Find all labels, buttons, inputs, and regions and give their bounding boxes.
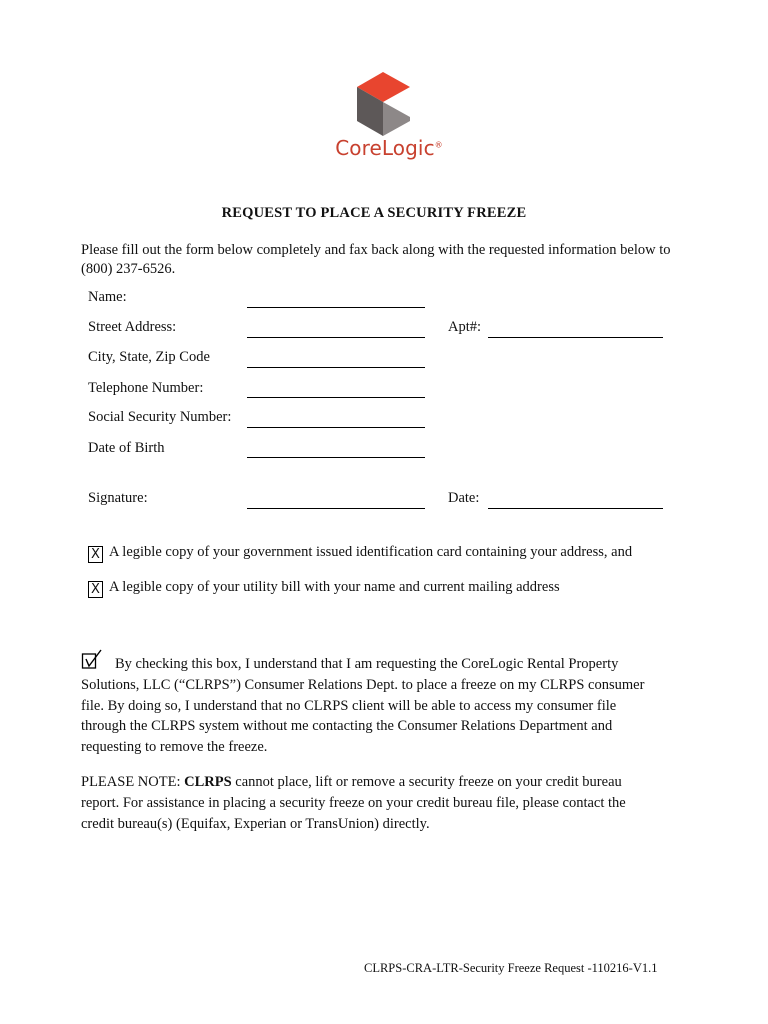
city-state-zip-label: City, State, Zip Code (88, 349, 210, 365)
document-id-footer: CLRPS-CRA-LTR-Security Freeze Request -110216-V1.1 (364, 961, 658, 975)
checklist-item-id-card-label: A legible copy of your government issued identification card containing your address, and (109, 544, 633, 560)
name-label: Name: (88, 289, 127, 305)
checklist-item-id-card (88, 544, 632, 563)
corelogic-mark-icon (357, 72, 421, 136)
telephone-label: Telephone Number: (88, 380, 204, 396)
street-address-label: Street Address: (88, 319, 177, 335)
checkbox-id-card[interactable]: X (88, 546, 103, 563)
date-label: Date: (448, 490, 480, 506)
dob-field[interactable] (247, 457, 425, 458)
page-title: REQUEST TO PLACE A SECURITY FREEZE (221, 205, 527, 221)
checklist-item-utility-bill-label: A legible copy of your utility bill with your name and current mailing address (109, 579, 560, 595)
name-field[interactable] (247, 307, 425, 308)
date-field[interactable] (488, 508, 663, 509)
apt-label: Apt#: (448, 319, 482, 335)
please-note-text: PLEASE NOTE: CLRPS cannot place, lift or remove a security freeze on your credit bureau report. For assistance in placing a security freeze on your credit bureau file, please contact the credit bureau(s) (Equifax, Experian or TransUnion) directly. (81, 774, 626, 832)
dob-label: Date of Birth (88, 440, 165, 456)
signature-label: Signature: (88, 490, 148, 506)
city-state-zip-field[interactable] (247, 367, 425, 368)
consent-text: By checking this box, I understand that I am requesting the CoreLogic Rental Property Solutions, LLC (“CLRPS”) Consumer Relations Dept. to place a freeze on my CLRPS consumer file. By doing so, I understand that no CLRPS client will be able to access my consumer file through the CLRPS system without me contacting the Consumer Relations Department and requesting to remove the freeze. (81, 656, 645, 756)
street-address-field[interactable] (247, 337, 425, 338)
telephone-field[interactable] (247, 397, 425, 398)
checklist-item-utility-bill (88, 579, 560, 598)
apt-field[interactable] (488, 337, 663, 338)
corelogic-logo (330, 70, 450, 170)
intro-text: Please fill out the form below completely and fax back along with the requested information below to (800) 237-6526. (81, 242, 671, 277)
checkbox-utility-bill[interactable]: X (88, 581, 103, 598)
signature-field[interactable] (247, 508, 425, 509)
brand-wordmark: CoreLogic® (335, 136, 443, 160)
ssn-field[interactable] (247, 427, 425, 428)
ssn-label: Social Security Number: (88, 409, 232, 425)
